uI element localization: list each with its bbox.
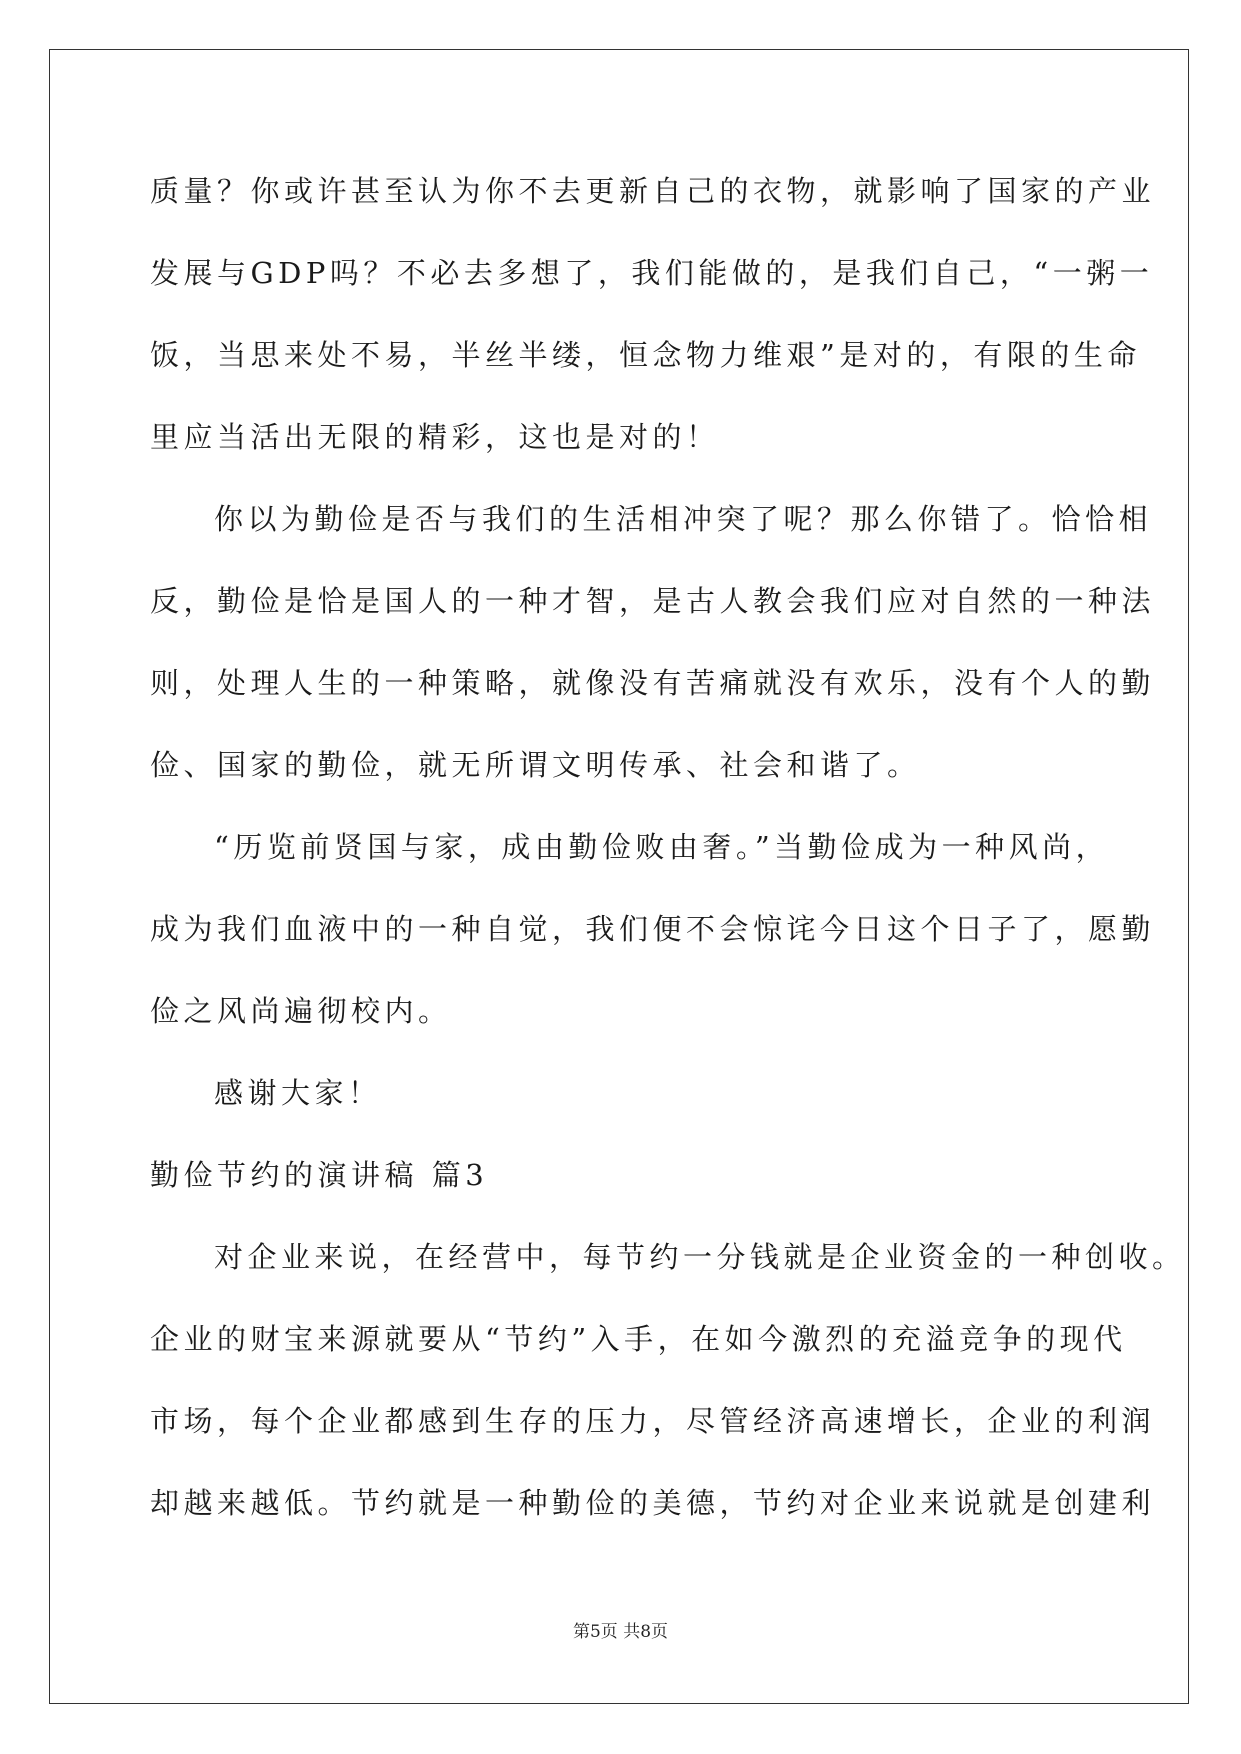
text-line: 里应当活出无限的精彩，这也是对的！ [150, 420, 720, 454]
text-line: 质量？你或许甚至认为你不去更新自己的衣物，就影响了国家的产业 [150, 174, 1156, 208]
paragraph-start-line: 你以为勤俭是否与我们的生活相冲突了呢？那么你错了。恰恰相 [214, 502, 1153, 536]
text-line: 成为我们血液中的一种自觉，我们便不会惊诧今日这个日子了，愿勤 [150, 912, 1156, 946]
text-line: 企业的财宝来源就要从“节约”入手，在如今激烈的充溢竞争的现代 [150, 1322, 1127, 1356]
text-line: 则，处理人生的一种策略，就像没有苦痛就没有欢乐，没有个人的勤 [150, 666, 1156, 700]
document-body [150, 150, 1186, 1544]
text-line: 却越来越低。节约就是一种勤俭的美德，节约对企业来说就是创建利 [150, 1486, 1156, 1520]
paragraph-start-line: 对企业来说，在经营中，每节约一分钱就是企业资金的一种创收。 [214, 1240, 1186, 1274]
closing-line: 感谢大家！ [214, 1076, 382, 1110]
paragraph-start-line: “历览前贤国与家，成由勤俭败由奢。”当勤俭成为一种风尚， [214, 830, 1110, 864]
section-heading: 勤俭节约的演讲稿 篇3 [150, 1158, 489, 1192]
page-number-footer: 第5页 共8页 [572, 1622, 669, 1642]
text-line: 发展与GDP吗？不必去多想了，我们能做的，是我们自己，“一粥一 [150, 256, 1154, 290]
text-line: 饭，当思来处不易，半丝半缕，恒念物力维艰”是对的，有限的生命 [150, 338, 1141, 372]
text-line: 反，勤俭是恰是国人的一种才智，是古人教会我们应对自然的一种法 [150, 584, 1156, 618]
text-line: 市场，每个企业都感到生存的压力，尽管经济高速增长，企业的利润 [150, 1404, 1156, 1438]
text-line: 俭之风尚遍彻校内。 [150, 994, 452, 1028]
text-line: 俭、国家的勤俭，就无所谓文明传承、社会和谐了。 [150, 748, 921, 782]
